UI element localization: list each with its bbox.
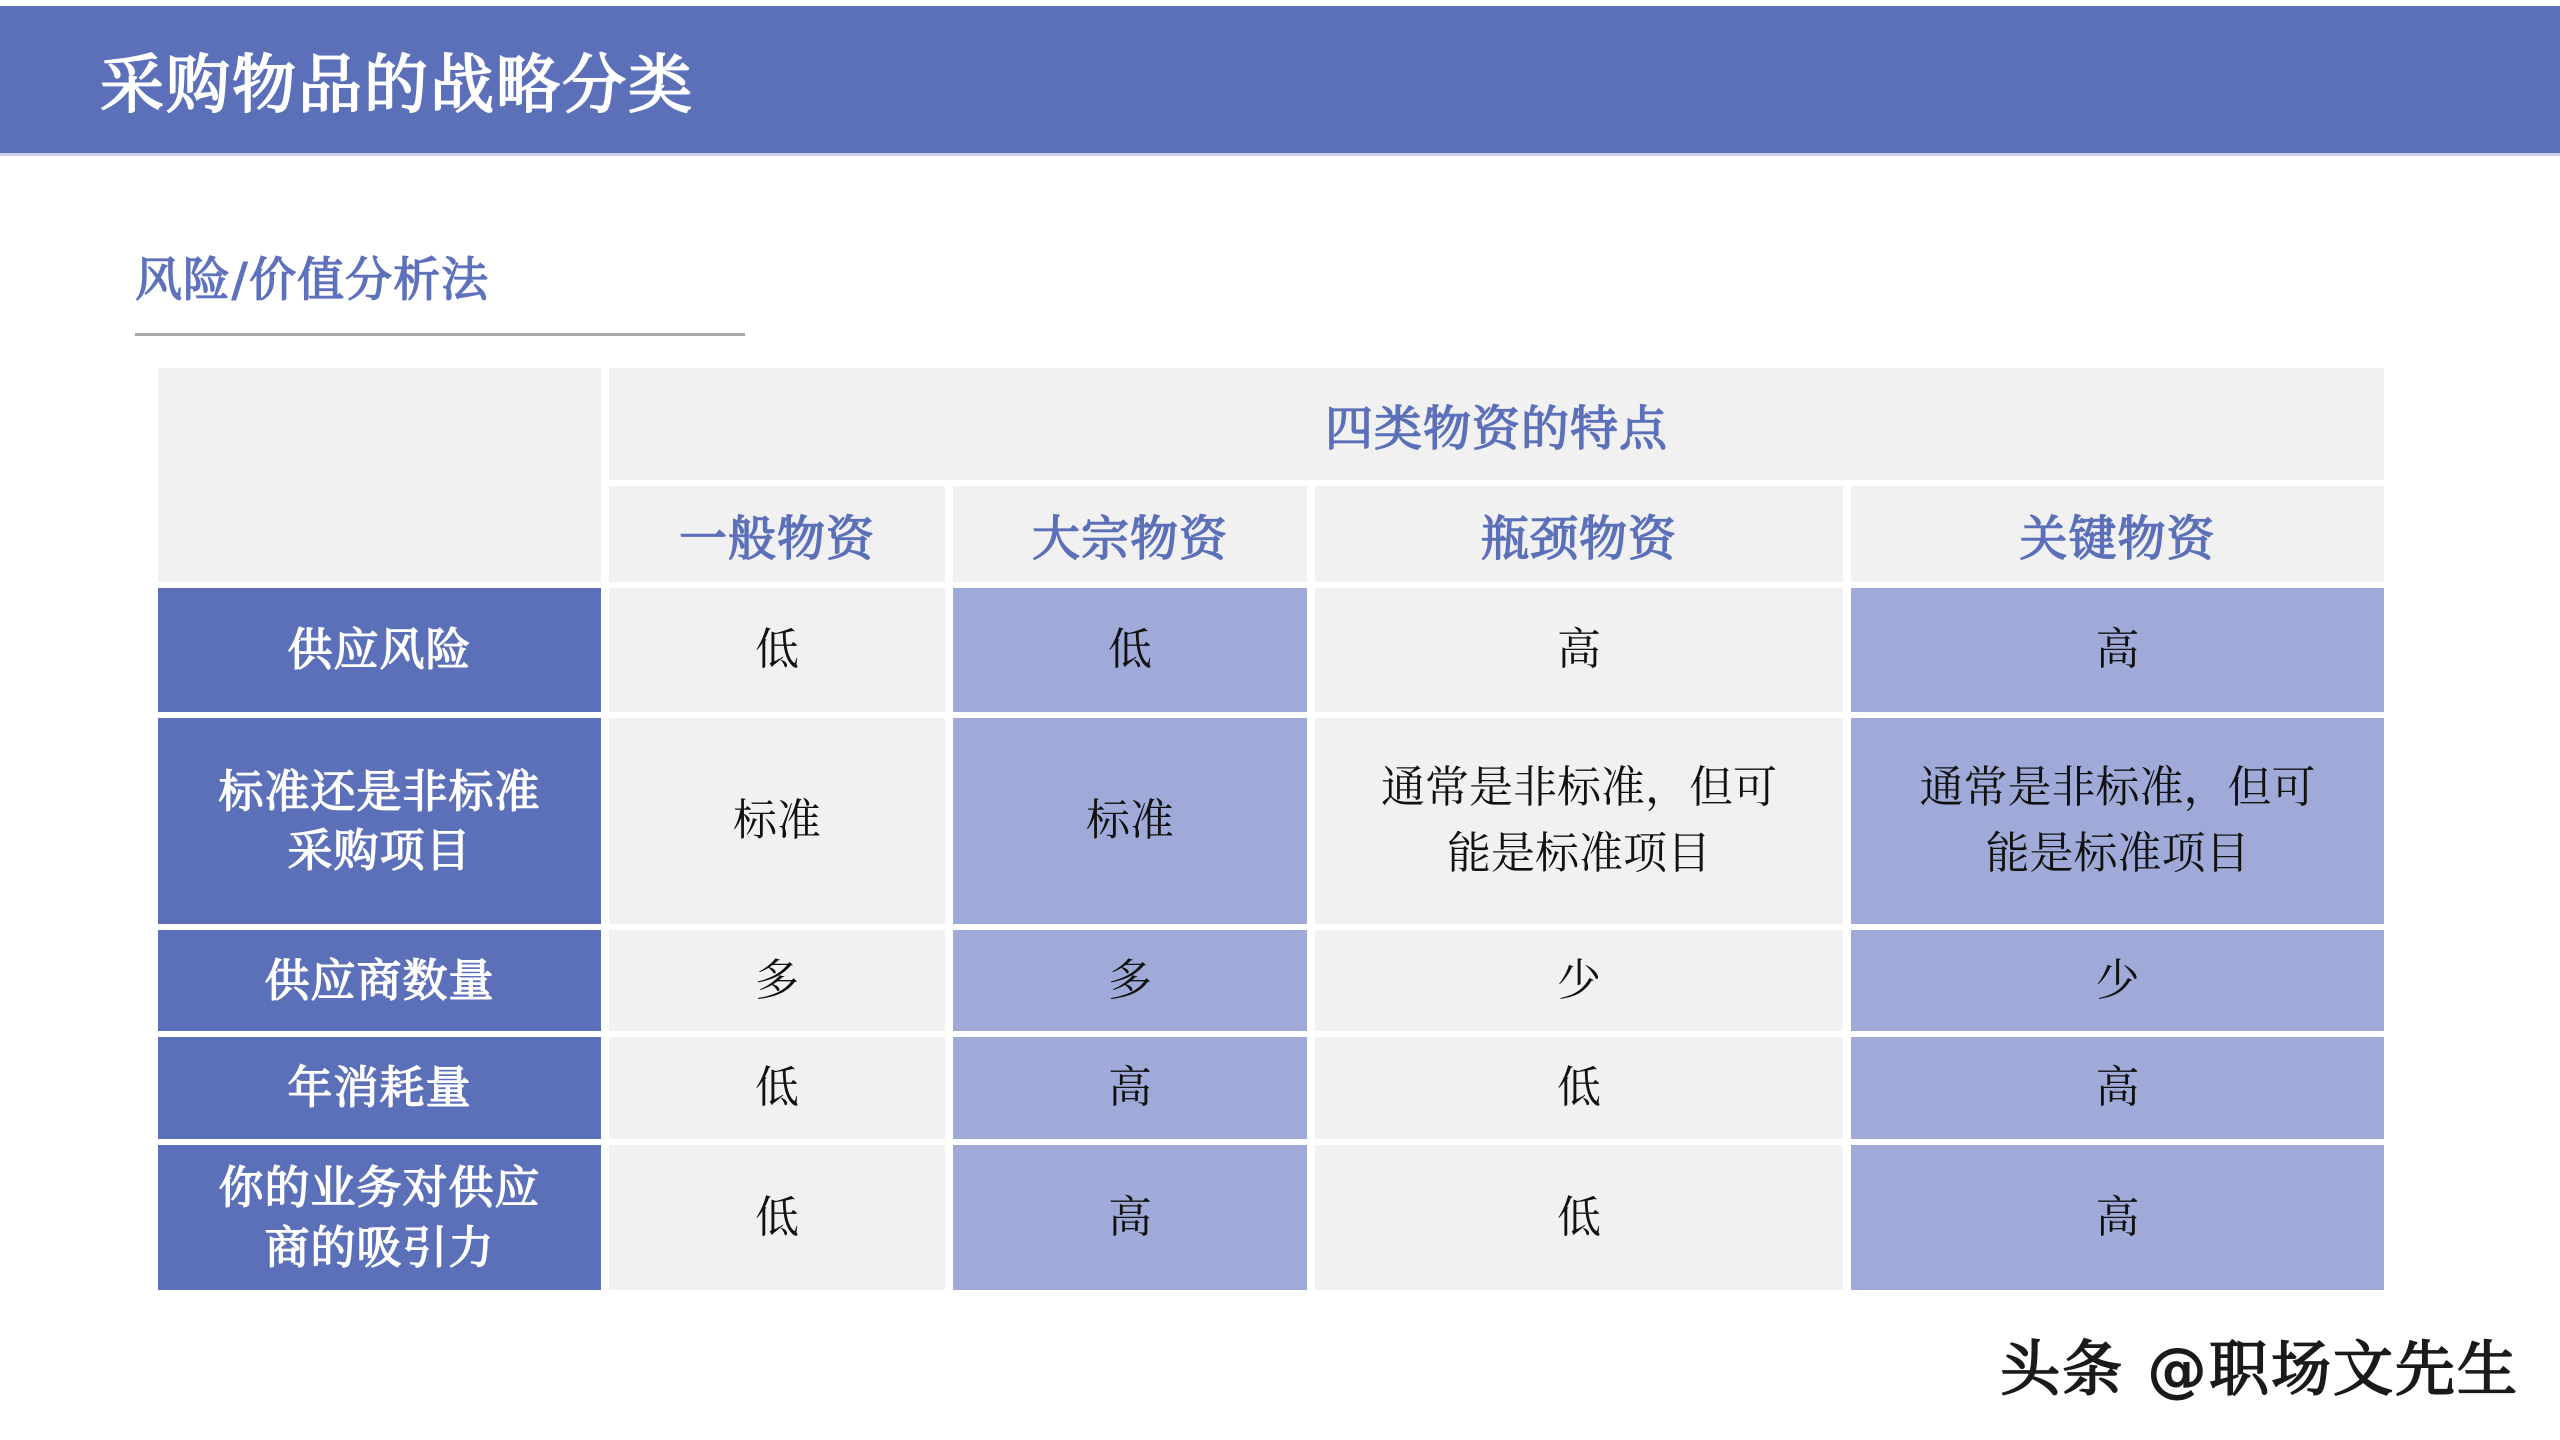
table-cell-r4c3: 低 [1315, 1037, 1843, 1139]
table-cell-r5c3: 低 [1315, 1145, 1843, 1290]
characteristics-table [158, 368, 2384, 1290]
column-header-bottleneck: 瓶颈物资 [1315, 486, 1843, 582]
table-cell-r5c1: 低 [609, 1145, 945, 1290]
row-header-supplier-count [158, 930, 601, 1031]
row-header-annual-consumption [158, 1037, 601, 1139]
table-cell-r2c3: 通常是非标准，但可能是标准项目 [1315, 718, 1843, 924]
table-group-header: 四类物资的特点 [609, 368, 2384, 480]
table-cell-r5c4: 高 [1851, 1145, 2384, 1290]
row-header-label: 标准还是非标准采购项目 [218, 764, 541, 877]
row-header-standard-items [158, 718, 601, 924]
table-cell-r5c2: 高 [953, 1145, 1307, 1290]
column-header-bulk: 大宗物资 [953, 486, 1307, 582]
table-cell-r3c1: 多 [609, 930, 945, 1031]
row-header-attractiveness [158, 1145, 601, 1290]
table-cell-r1c4: 高 [1851, 588, 2384, 712]
table-cell-r3c2: 多 [953, 930, 1307, 1031]
title-bar [0, 6, 2560, 156]
table-cell-r4c1: 低 [609, 1037, 945, 1139]
table-cell-r1c2: 低 [953, 588, 1307, 712]
table-cell-r3c4: 少 [1851, 930, 2384, 1031]
row-header-label: 供应风险 [287, 623, 472, 677]
table-cell-r2c2: 标准 [953, 718, 1307, 924]
row-header-supply-risk [158, 588, 601, 712]
column-header-critical: 关键物资 [1851, 486, 2384, 582]
table-cell-r1c1: 低 [609, 588, 945, 712]
row-header-label: 你的业务对供应商的吸引力 [218, 1161, 541, 1274]
table-corner-cell [158, 368, 601, 582]
table-cell-r4c4: 高 [1851, 1037, 2384, 1139]
table-cell-r4c2: 高 [953, 1037, 1307, 1139]
table-cell-r2c4: 通常是非标准，但可能是标准项目 [1851, 718, 2384, 924]
row-header-label: 供应商数量 [264, 953, 495, 1007]
table-cell-r1c3: 高 [1315, 588, 1843, 712]
row-header-label: 年消耗量 [287, 1061, 472, 1115]
table-cell-r3c3: 少 [1315, 930, 1843, 1031]
watermark: 头条 @职场文先生 [2000, 1335, 2519, 1405]
column-header-general: 一般物资 [609, 486, 945, 582]
subtitle-underline [135, 333, 745, 336]
section-subtitle: 风险/价值分析法 [135, 253, 490, 308]
page-title: 采购物品的战略分类 [100, 48, 694, 123]
table-cell-r2c1: 标准 [609, 718, 945, 924]
